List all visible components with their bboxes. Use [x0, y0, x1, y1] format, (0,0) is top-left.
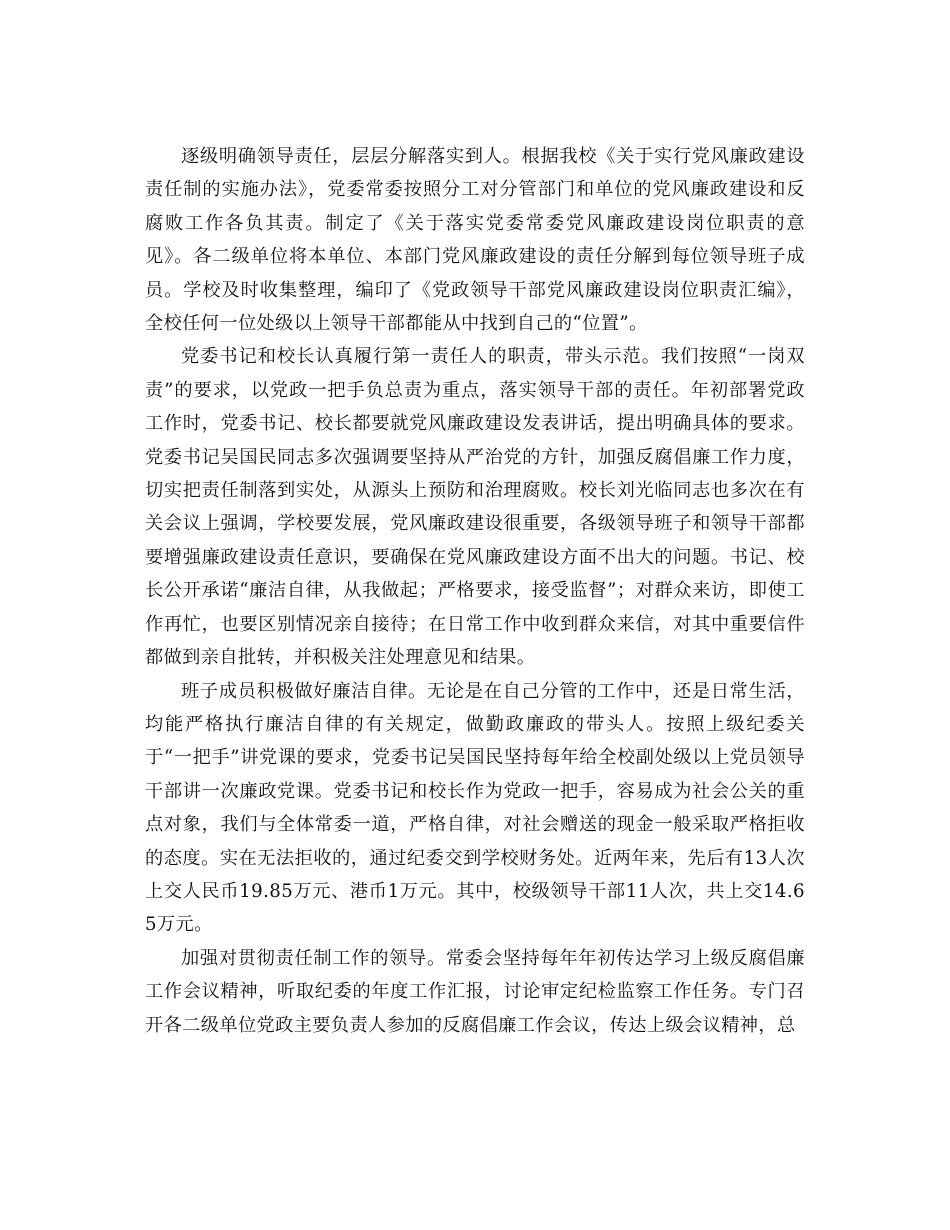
paragraph: 加强对贯彻责任制工作的领导。常委会坚持每年年初传达学习上级反腐倡廉工作会议精神，听取纪委的年度工作汇报，讨论审定纪检监察工作任务。专门召开各二级单位党政主要负责人参加的反腐倡廉工作会议，传达上级会议精神，总 — [145, 947, 805, 1036]
document-body — [145, 140, 805, 1042]
paragraph: 党委书记和校长认真履行第一责任人的职责，带头示范。我们按照“一岗双责”的要求，以党政一把手负总责为重点，落实领导干部的责任。年初部署党政工作时，党委书记、校长都要就党风廉政建设发表讲话，提出明确具体的要求。党委书记吴国民同志多次强调要坚持从严治党的方针，加强反腐倡廉工作力度，切实把责任制落到实处，从源头上预防和治理腐败。校长刘光临同志也多次在有关会议上强调，学校要发展，党风廉政建设很重要，各级领导班子和领导干部都要增强廉政建设责任意识，要确保在党风廉政建设方面不出大的问题。书记、校长公开承诺“廉洁自律，从我做起；严格要求，接受监督”；对群众来访，即使工作再忙，也要区别情况亲自接待；在日常工作中收到群众来信，对其中重要信件都做到亲自批转，并积极关注处理意见和结果。 — [145, 346, 805, 669]
paragraph: 班子成员积极做好廉洁自律。无论是在自己分管的工作中，还是日常生活，均能严格执行廉洁自律的有关规定，做勤政廉政的带头人。按照上级纪委关于“一把手”讲党课的要求，党委书记吴国民坚持每年给全校副处级以上党员领导干部讲一次廉政党课。党委书记和校长作为党政一把手，容易成为社会公关的重点对象，我们与全体常委一道，严格自律，对社会赠送的现金一般采取严格拒收的态度。实在无法拒收的，通过纪委交到学校财务处。近两年来，先后有13人次上交人民币19.85万元、港币1万元。其中，校级领导干部11人次，共上交14.65万元。 — [145, 680, 805, 936]
paragraph: 逐级明确领导责任，层层分解落实到人。根据我校《关于实行党风廉政建设责任制的实施办法》，党委常委按照分工对分管部门和单位的党风廉政建设和反腐败工作各负其责。制定了《关于落实党委常委党风廉政建设岗位职责的意见》。各二级单位将本单位、本部门党风廉政建设的责任分解到每位领导班子成员。学校及时收集整理，编印了《党政领导干部党风廉政建设岗位职责汇编》，全校任何一位处级以上领导干部都能从中找到自己的“位置”。 — [145, 146, 805, 335]
